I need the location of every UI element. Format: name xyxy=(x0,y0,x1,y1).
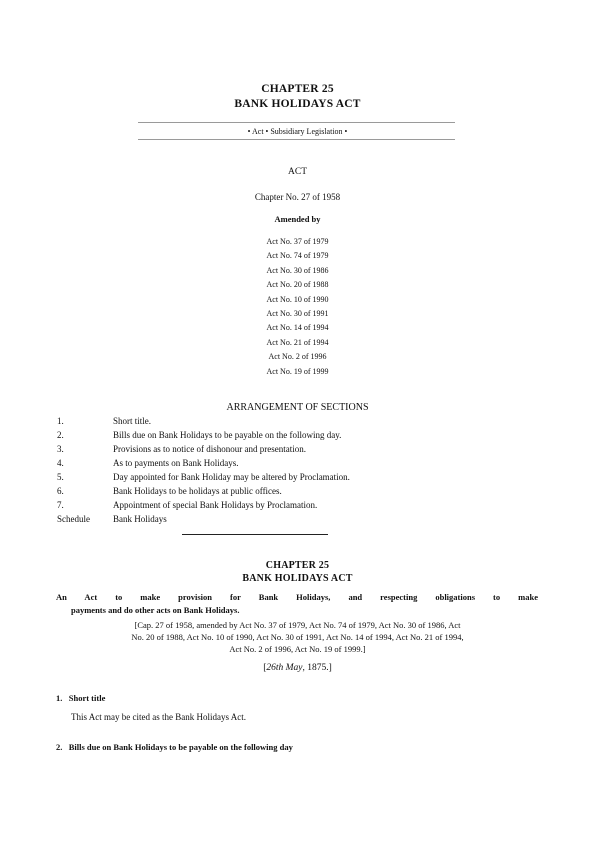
section-number: 2. xyxy=(57,430,64,440)
amendment-item: Act No. 21 of 1994 xyxy=(266,337,329,347)
long-title-line-2: payments and do other acts on Bank Holidays. xyxy=(71,605,240,615)
long-title-line-1: An Act to make provision for Bank Holidays, and respecting obligations to make xyxy=(56,592,538,602)
act-title: BANK HOLIDAYS ACT xyxy=(234,98,361,110)
commencement-date xyxy=(0,663,595,673)
section-2-heading xyxy=(56,742,293,752)
amendment-item: Act No. 10 of 1990 xyxy=(266,294,329,304)
section-title: Bank Holidays to be holidays at public offices. xyxy=(113,486,282,496)
divider-bottom xyxy=(138,139,455,140)
amendments-list xyxy=(0,235,595,379)
section-1-text: This Act may be cited as the Bank Holidays Act. xyxy=(71,712,246,722)
body-act-title: BANK HOLIDAYS ACT xyxy=(242,573,353,584)
chapter-heading: CHAPTER 25 xyxy=(261,83,334,95)
amendment-item: Act No. 30 of 1986 xyxy=(266,265,329,275)
amendment-item: Act No. 2 of 1996 xyxy=(268,352,327,362)
section-1-number: 1. xyxy=(56,693,63,703)
amendment-item: Act No. 14 of 1994 xyxy=(266,323,329,333)
section-1-heading xyxy=(56,693,105,703)
amendment-item: Act No. 37 of 1979 xyxy=(266,237,329,246)
section-title: Appointment of special Bank Holidays by Proclamation. xyxy=(113,500,318,510)
citation-line-3: Act No. 2 of 1996, Act No. 19 of 1999.] xyxy=(229,644,366,654)
amendment-item: Act No. 30 of 1991 xyxy=(266,309,329,319)
date-italic: 26th May xyxy=(266,663,303,673)
citation-line-2: No. 20 of 1988, Act No. 10 of 1990, Act No. 30 of 1991, Act No. 14 of 1994, Act No. 21 of 1994, xyxy=(131,632,464,642)
divider-top xyxy=(138,122,455,123)
section-title: Bank Holidays xyxy=(113,514,167,524)
section-number: 5. xyxy=(57,472,64,482)
act-label: ACT xyxy=(288,167,307,177)
section-2-title: Bills due on Bank Holidays to be payable on the following day xyxy=(68,742,293,752)
citation-line-1: [Cap. 27 of 1958, amended by Act No. 37 of 1979, Act No. 74 of 1979, Act No. 30 of 1986, Act xyxy=(134,620,461,630)
section-2-number: 2. xyxy=(56,742,63,752)
section-number: 1. xyxy=(57,416,64,426)
amendment-item: Act No. 20 of 1988 xyxy=(266,280,329,290)
section-title: Provisions as to notice of dishonour and presentation. xyxy=(113,444,306,454)
section-title: Short title. xyxy=(113,416,151,426)
document-nav-links[interactable]: • Act • Subsidiary Legislation • xyxy=(247,127,348,136)
section-1-title: Short title xyxy=(68,693,106,703)
amended-by-label: Amended by xyxy=(274,214,321,224)
section-title: Bills due on Bank Holidays to be payable on the following day. xyxy=(113,430,342,440)
section-number: 7. xyxy=(57,500,64,510)
date-rest: , 1875.] xyxy=(302,663,332,673)
section-number: Schedule xyxy=(57,514,90,524)
body-chapter-heading: CHAPTER 25 xyxy=(265,560,330,571)
chapter-number: Chapter No. 27 of 1958 xyxy=(254,192,341,202)
section-number: 6. xyxy=(57,486,64,496)
date-open-bracket: [ xyxy=(263,663,267,673)
amendment-item: Act No. 19 of 1999 xyxy=(266,366,329,376)
section-title: Day appointed for Bank Holiday may be altered by Proclamation. xyxy=(113,472,350,482)
section-separator xyxy=(182,534,328,535)
amendment-item: Act No. 74 of 1979 xyxy=(266,251,329,261)
section-title: As to payments on Bank Holidays. xyxy=(113,458,239,468)
arrangement-heading: ARRANGEMENT OF SECTIONS xyxy=(226,402,369,413)
section-number: 4. xyxy=(57,458,64,468)
section-number: 3. xyxy=(57,444,64,454)
